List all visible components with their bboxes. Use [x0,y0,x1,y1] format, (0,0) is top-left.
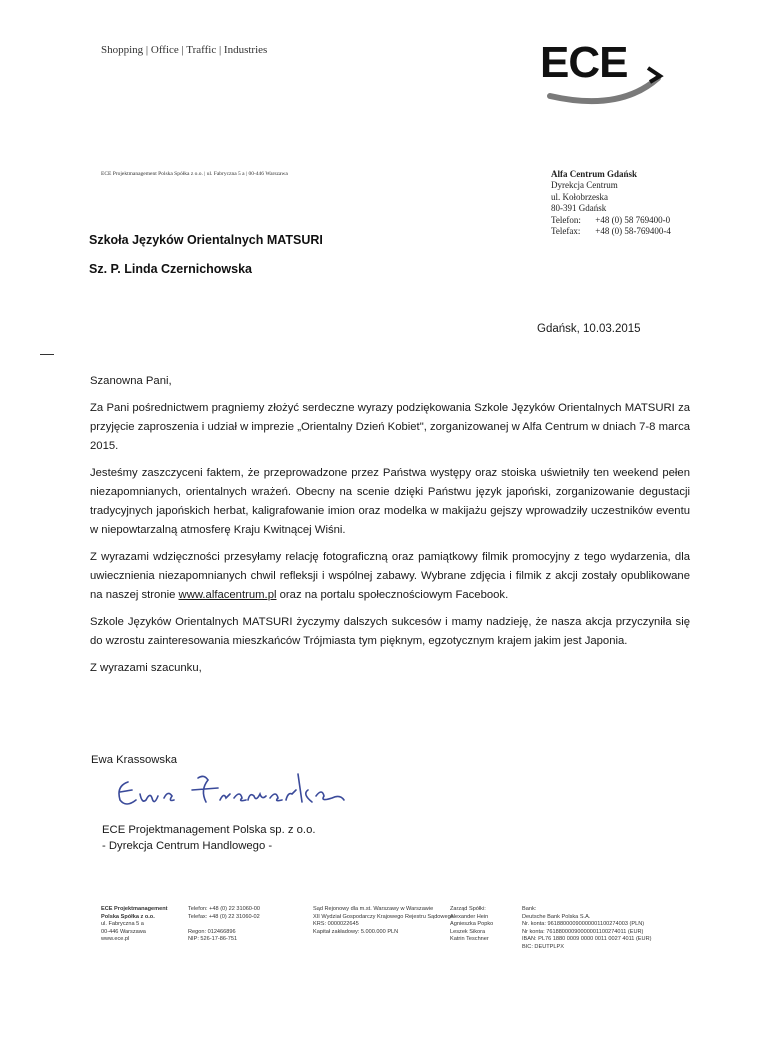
footer-line: XII Wydział Gospodarczy Krajowego Rejestru Sądowego [313,913,454,920]
recipient-address-block [551,169,671,237]
fax-value: +48 (0) 58-769400-4 [595,226,671,237]
letter-body [90,372,690,686]
website-link[interactable]: www.alfacentrum.pl [178,589,277,601]
footer-line: Deutsche Bank Polska S.A. [522,913,591,920]
ece-logo [530,38,670,108]
footer-line: Bank: [522,906,537,912]
paragraph-3-end: oraz na portalu społecznościowym Facebook. [276,589,509,601]
phone-value: +48 (0) 58 769400-0 [595,214,671,225]
footer-line: Kapitał zakładowy: 5.000.000 PLN [313,928,399,935]
footer-line: Telefax: +48 (0) 22 31060-02 [188,913,260,920]
footer-line: BIC: DEUTPLPX [522,943,564,950]
company-tagline: Shopping | Office | Traffic | Industries [101,44,268,56]
signer-department: - Dyrekcja Centrum Handlowego - [102,840,273,852]
footer-line [188,921,260,929]
footer-line: IBAN: PL76 1880 0009 0000 0011 0027 4011 (EUR) [522,936,652,943]
footer-line: ul. Fabryczna 5 a [101,921,144,928]
sender-return-address: ECE Projektmanagement Polska Spółka z o.o. | ul. Fabryczna 5 a | 00-446 Warszawa [101,171,288,177]
paragraph-2: Jesteśmy zaszczyceni faktem, że przeprowadzone przez Państwa występy oraz stoiska uświetniły ten weekend pełen niezapomnianych, orientalnych wrażeń. Obecny na scenie dzięki Państwu język japoński, zorganizowanie degustacji tradycyjnych japońskich herbat, kaligrafowanie imion oraz modelka w makijażu gejszy wprowadziły uczestników eventu w niepowtarzalną atmosferę Kraju Kwitnącej Wiśni. [90,467,690,536]
fold-mark [40,354,54,355]
recipient-fax-row [551,226,671,237]
recipient-line2: ul. Kołobrzeska [551,191,608,202]
recipient-line1: Dyrekcja Centrum [551,180,618,191]
addressee-school: Szkoła Języków Orientalnych MATSURI [89,233,323,247]
footer-line: Alexander Hein [450,913,489,920]
footer-line: Nr. konta: 96188000090000001100274003 (PLN) [522,921,645,928]
logo-text: ECE [540,38,628,87]
footer-board [450,906,493,944]
paragraph-4: Szkole Języków Orientalnych MATSURI życzymy dalszych sukcesów i mamy nadzieję, że nasza akcja przyczyniła się do wzrostu zainteresowania mieszkańców Trójmiasta tym pięknym, egzotycznym krajem jakim jest Japonia. [90,616,690,647]
handwritten-signature [108,760,368,820]
footer-line: www.ece.pl [101,936,130,943]
fax-label: Telefax: [551,226,581,237]
footer-registry [313,906,454,936]
paragraph-1: Za Pani pośrednictwem pragniemy złożyć serdeczne wyrazy podziękowania Szkole Języków Orientalnych MATSURI za przyjęcie zaproszenia i udział w imprezie „Orientalny Dzień Kobiet", zorganizowanej w Alfa Centrum w dniach 7-8 marca 2015. [90,402,690,452]
footer-contact [188,906,260,944]
footer-line: NIP: 526-17-86-751 [188,936,238,943]
closing-phrase: Z wyrazami szacunku, [90,662,202,674]
recipient-line3: 80-391 Gdańsk [551,203,607,214]
signer-company-block [102,822,316,854]
signer-company: ECE Projektmanagement Polska sp. z o.o. [102,824,316,836]
paragraph-3-start: Z wyrazami wdzięczności przesyłamy relację fotograficzną oraz pamiątkowy filmik promocyjny z tego wydarzenia, dla uwiecznienia niezapomnianych chwil refleksji i wspólnej zabawy. Wybrane zdjęcia i filmik z akcji zostały opublikowane na naszej stronie [90,551,690,601]
footer-company [101,906,168,944]
phone-label: Telefon: [551,214,581,225]
greeting: Szanowna Pani, [90,375,172,387]
footer-line: Telefon: +48 (0) 22 31060-00 [188,906,260,912]
footer-line: Sąd Rejonowy dla m.st. Warszawy w Warszawie [313,906,434,912]
footer-line: Regon: 012466896 [188,928,236,935]
footer-line: Leszek Sikora [450,928,486,935]
letter-date: Gdańsk, 10.03.2015 [537,323,641,335]
footer-line: Agnieszka Popko [450,921,494,928]
footer-line: KRS: 0000022645 [313,921,359,928]
recipient-name: Alfa Centrum Gdańsk [551,169,638,179]
logo-swoosh-icon [530,38,670,108]
footer-line: Zarząd Spółki: [450,906,486,912]
footer-line: Polska Spółka z o.o. [101,913,155,920]
footer-line: ECE Projektmanagement [101,906,168,912]
footer-line: Nr konta: 76188000090000001100274011 (EUR) [522,928,644,935]
footer-line: Katrin Teschner [450,936,489,943]
signer-name: Ewa Krassowska [91,754,178,766]
recipient-phone-row [551,215,671,226]
addressee-person: Sz. P. Linda Czernichowska [89,262,253,276]
paragraph-3 [90,548,690,605]
footer-line: 00-446 Warszawa [101,928,146,935]
footer-bank [522,906,651,952]
